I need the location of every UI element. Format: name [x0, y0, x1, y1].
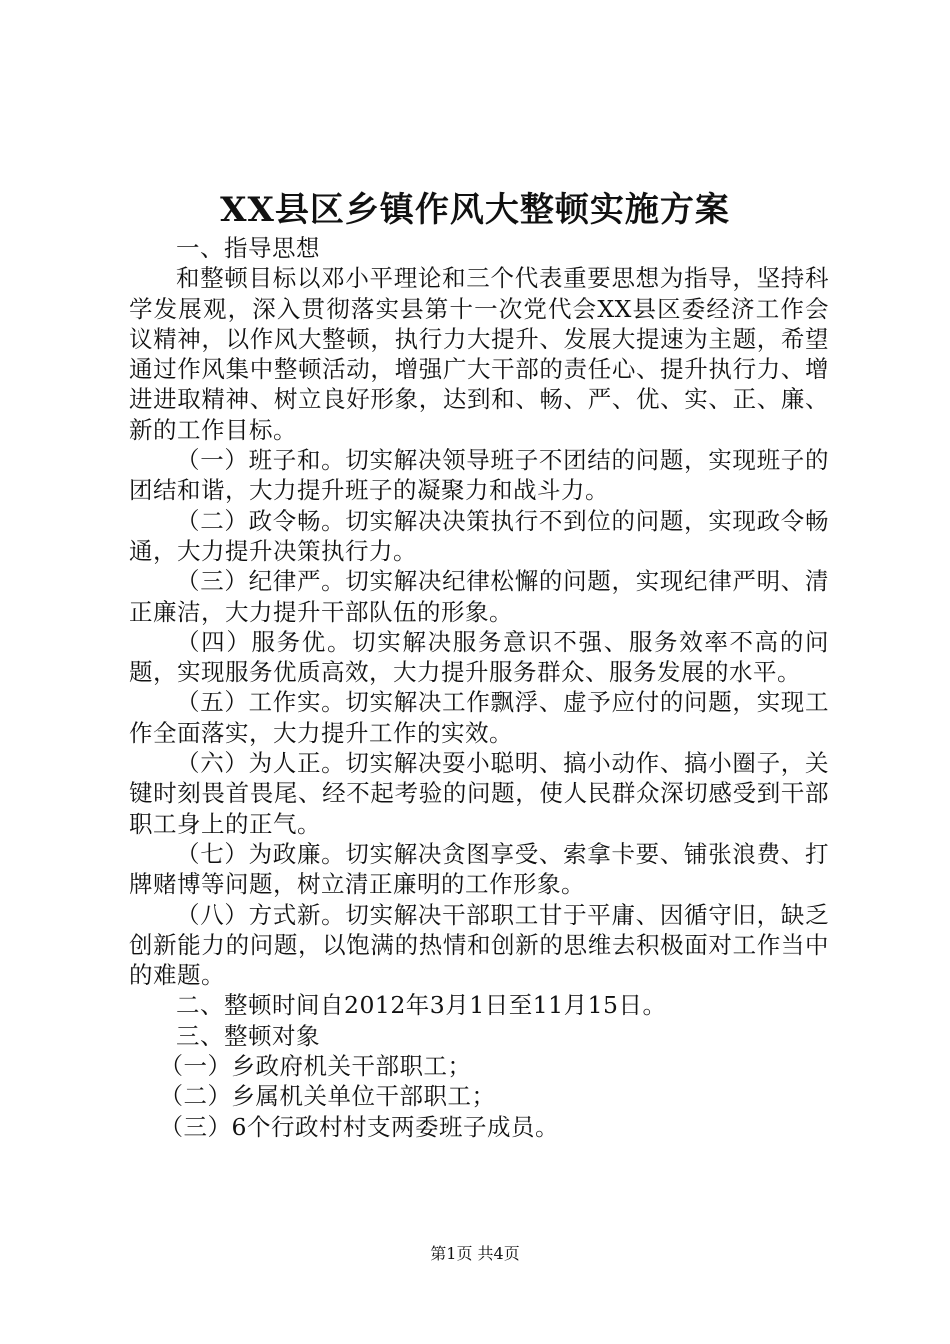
document-body — [129, 233, 829, 1142]
section-heading-time: 二、整顿时间自2012年3月1日至11月15日。 — [176, 991, 667, 1020]
paragraph-item-4: （四）服务优。切实解决服务意识不强、服务效率不高的问题，实现服务优质高效，大力提升服务群众、服务发展的水平。 — [129, 627, 829, 687]
paragraph-item-6: （六）为人正。切实解决耍小聪明、搞小动作、搞小圈子，关键时刻畏首畏尾、经不起考验的问题，使人民群众深切感受到干部职工身上的正气。 — [129, 749, 829, 838]
paragraph-item-5: （五）工作实。切实解决工作飘浮、虚予应付的问题，实现工作全面落实，大力提升工作的实效。 — [129, 688, 829, 747]
paragraph-item-2: （二）政令畅。切实解决决策执行不到位的问题，实现政令畅通，大力提升决策执行力。 — [129, 506, 829, 565]
paragraph-item-8: （八）方式新。切实解决干部职工甘于平庸、因循守旧，缺乏创新能力的问题，以饱满的热情和创新的思维去积极面对工作当中的难题。 — [129, 900, 829, 990]
document-title: XX县区乡镇作风大整顿实施方案 — [220, 190, 730, 230]
target-item-1: （一）乡政府机关干部职工； — [159, 1052, 472, 1081]
paragraph-item-3: （三）纪律严。切实解决纪律松懈的问题，实现纪律严明、清正廉洁，大力提升干部队伍的形象。 — [129, 567, 829, 626]
paragraph-item-1: （一）班子和。切实解决领导班子不团结的问题，实现班子的团结和谐，大力提升班子的凝聚力和战斗力。 — [129, 446, 829, 505]
page-footer: 第1页 共4页 — [430, 1244, 520, 1263]
paragraph-item-7: （七）为政廉。切实解决贪图享受、索拿卡要、铺张浪费、打牌赌博等问题，树立清正廉明的工作形象。 — [129, 839, 829, 899]
target-item-2: （二）乡属机关单位干部职工； — [159, 1082, 496, 1111]
section-heading-targets: 三、整顿对象 — [176, 1021, 320, 1050]
target-item-3: （三）6个行政村村支两委班子成员。 — [159, 1112, 559, 1141]
section-heading-guiding-thought: 一、指导思想 — [176, 234, 320, 262]
paragraph-guiding-goal: 和整顿目标以邓小平理论和三个代表重要思想为指导，坚持科学发展观，深入贯彻落实县第十一次党代会XX县区委经济工作会议精神，以作风大整顿，执行力大提升、发展大提速为主题，希望通过作风集中整顿活动，增强广大干部的责任心、提升执行力、增进进取精神、树立良好形象，达到和、畅、严、优、实、正、廉、新的工作目标。 — [129, 264, 829, 444]
